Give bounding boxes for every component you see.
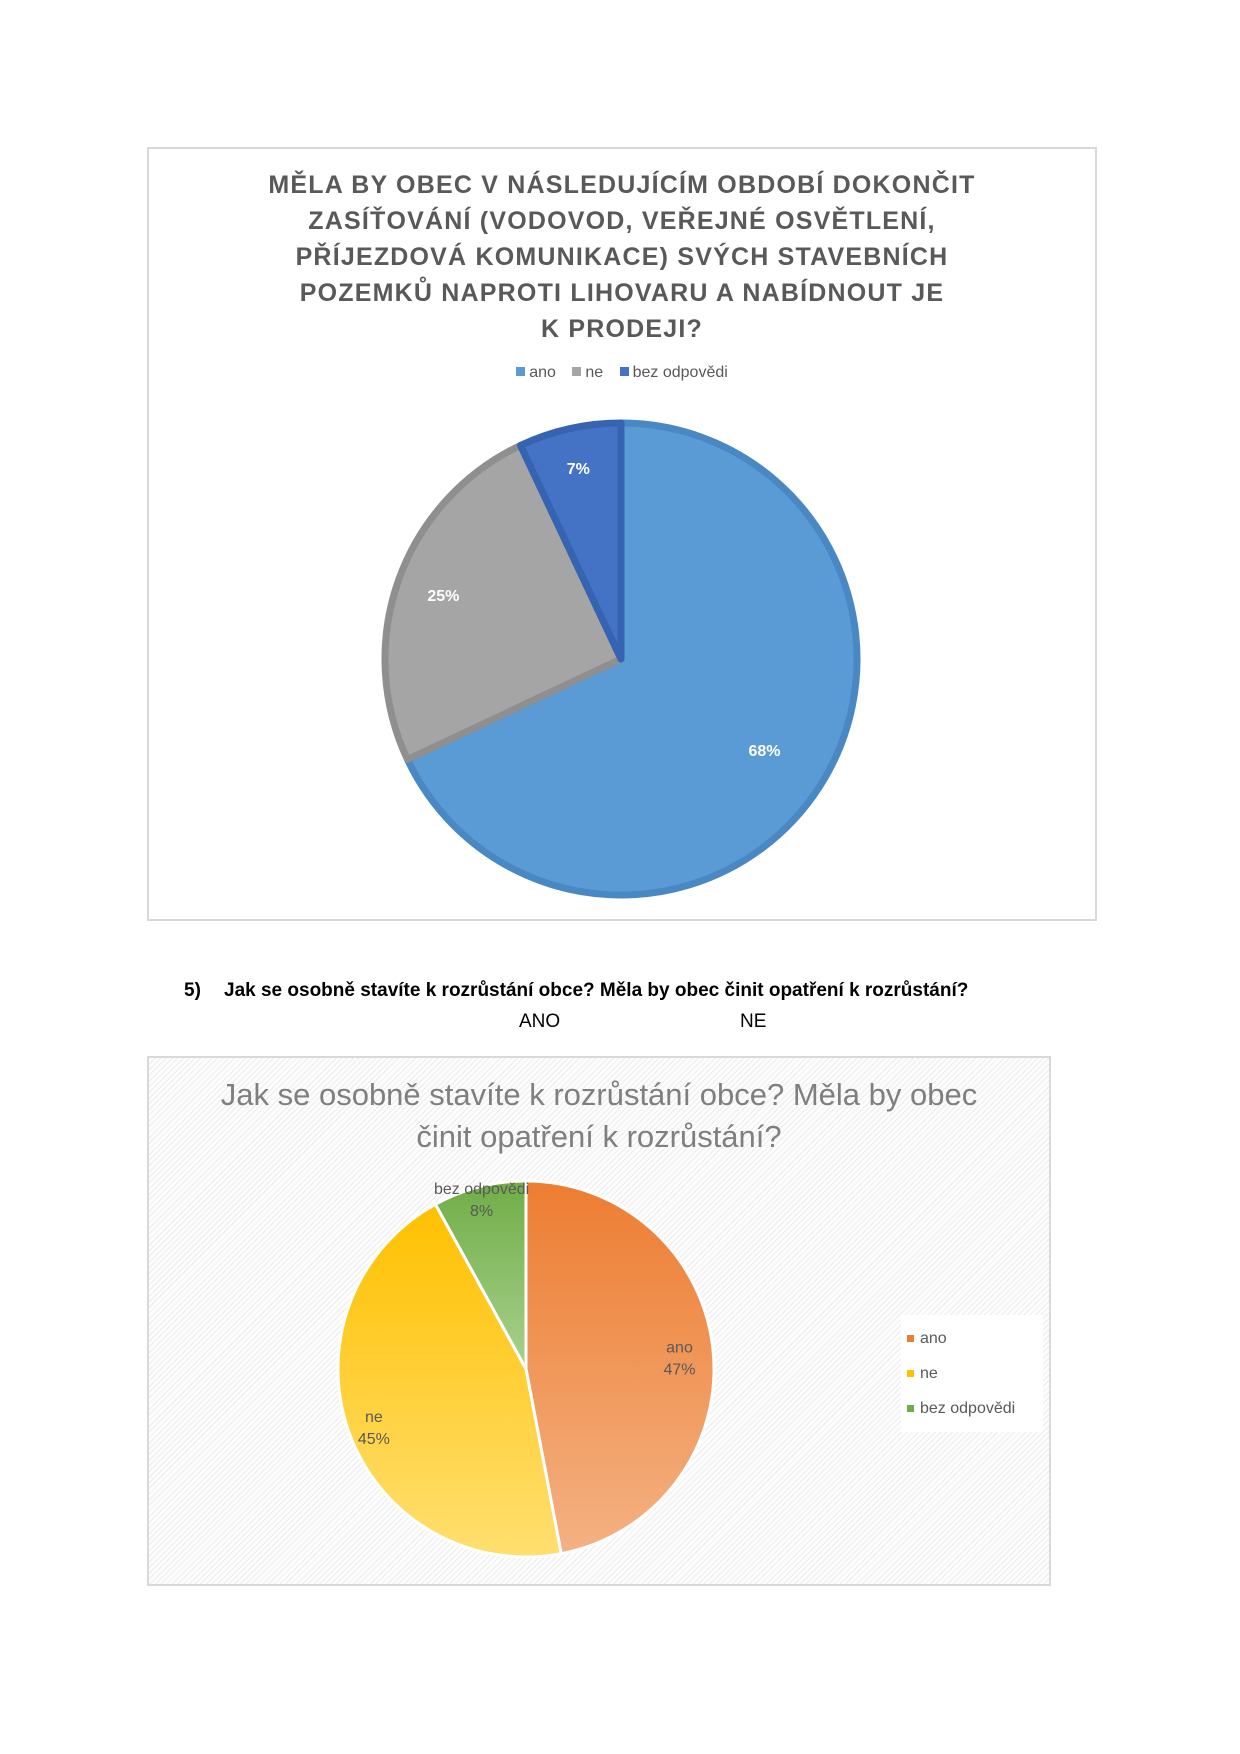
question-5 [184,980,1084,1002]
chart-2-title-line: Jak se osobně stavíte k rozrůstání obce? Měla by obec [220,1077,978,1112]
chart-1-title-line: MĚLA BY OBEC V NÁSLEDUJÍCÍM OBDOBÍ DOKONČIT [268,171,976,199]
chart-1-title-line: POZEMKŮ NAPROTI LIHOVARU A NABÍDNOUT JE [299,279,945,307]
legend-label: bez odpovědi [632,364,728,381]
chart-1-plot [149,149,1095,919]
legend-swatch [907,1370,914,1377]
data-label-bez-odpovědi: 7% [566,460,590,478]
data-label-category: ne [365,1408,383,1426]
data-label-category: bez odpovědi [434,1181,530,1198]
legend-item-ano [907,1321,1037,1356]
legend-label: bez odpovědi [920,1400,1016,1417]
data-label-ano: 68% [748,743,781,760]
chart-2-legend [901,1315,1043,1432]
chart-2 [147,1056,1051,1586]
chart-1-title-line: ZASÍŤOVÁNÍ (VODOVOD, VEŘEJNÉ OSVĚTLENÍ, [308,207,936,235]
question-text: Jak se osobně stavíte k rozrůstání obce? Měla by obec činit opatření k rozrůstání? [224,980,969,1001]
data-label-percent: 45% [357,1430,390,1448]
legend-swatch [907,1335,914,1342]
data-label-percent: 8% [470,1203,494,1220]
answer-option-ano: ANO [519,1011,561,1032]
legend-label: ano [920,1330,947,1347]
data-label-ne: 25% [427,588,460,605]
question-number: 5) [184,980,201,1001]
legend-item-bez-odpovedi [907,1391,1037,1426]
legend-label: ano [529,364,556,381]
chart-1-title-line: PŘÍJEZDOVÁ KOMUNIKACE) SVÝCH STAVEBNÍCH [295,243,949,271]
legend-item-ne [907,1356,1037,1391]
data-label-percent: 47% [663,1361,696,1379]
chart-1 [147,147,1097,921]
legend-label: ne [585,364,604,381]
legend-label: ne [920,1365,938,1382]
chart-2-title-line: činit opatření k rozrůstání? [416,1119,782,1154]
answer-option-ne: NE [740,1011,767,1032]
data-label-category: ano [666,1339,693,1357]
chart-1-title-line: K PRODEJI? [540,315,704,343]
legend-swatch [907,1405,914,1412]
